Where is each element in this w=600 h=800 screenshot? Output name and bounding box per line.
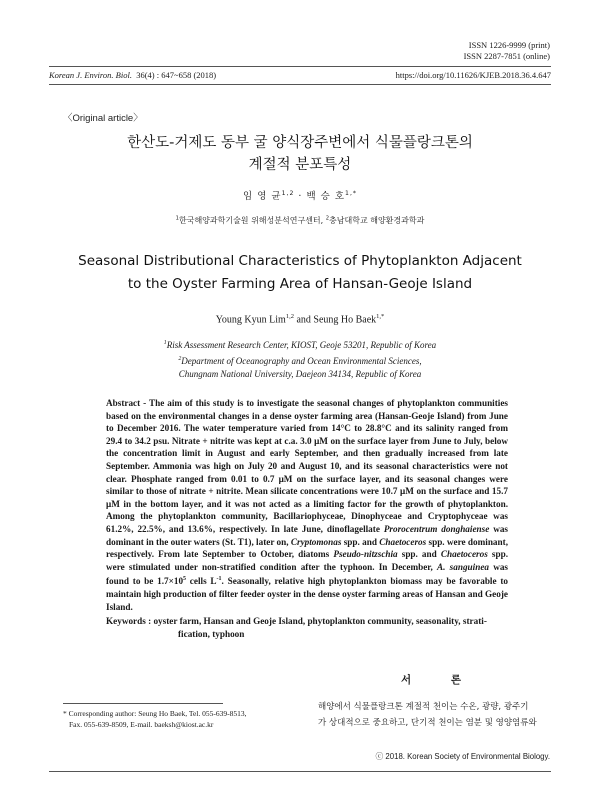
intro-text <box>318 699 552 731</box>
english-author1-sup: 1,2 <box>285 313 294 320</box>
korean-affil2: 충남대학교 해양환경과학과 <box>329 216 425 225</box>
english-affil1-line <box>0 337 600 353</box>
english-affil1: Risk Assessment Research Center, KIOST, Geoje 53201, Republic of Korea <box>166 340 437 350</box>
species-5: Chaetoceros <box>440 549 488 560</box>
korean-authors <box>0 188 600 202</box>
keywords-line2: fication, typhoon <box>178 628 245 639</box>
species-3: Chaetoceros <box>379 536 427 547</box>
english-affil2: Department of Oceanography and Ocean Environmental Sciences, <box>181 355 422 366</box>
korean-author2-sup: 1,* <box>345 189 357 197</box>
abstract-text-6: spp. were stimulated under non-stratified condition after the typhoon. In December, <box>106 549 508 572</box>
korean-author2: 백 승 호 <box>306 191 346 202</box>
abstract-text-8: cells L <box>186 576 217 587</box>
doi-link[interactable]: https://doi.org/10.11626/KJEB.2018.36.4.647 <box>395 70 551 80</box>
english-author1: Young Kyun Lim <box>215 314 286 326</box>
korean-author1-sup: 1,2 <box>281 189 295 197</box>
article-type: 〈Original article〉 <box>63 113 143 124</box>
english-title <box>40 250 560 296</box>
abstract <box>106 397 508 613</box>
english-title-line2: to the Oyster Farming Area of Hansan-Geoje Island <box>127 276 473 292</box>
english-affiliations <box>0 337 600 382</box>
abstract-text-1: Abstract - The aim of this study is to investigate the seasonal changes of phytoplankton communities based on the environmental changes in a dense oyster farming area (Hansan-Geoje Island) from June to December 2016. The water temperature varied from 14°C to 28.8°C and its salinity ranged from 29.4 to 34.2 psu. Nitrate + nitrite was kept at c.a. 3.0 μM on the surface layer from June to July, below the concentration limit in August and early September, and then gradually increased from late September. Ammonia was high on July 20 and August 10, and its seasonal characteristics were not clear. Phosphate ranged from 0.01 to 0.7 μM on the surface layer, and its seasonal changes were similar to those of nitrate + nitrite. Mean silicate concentrations were 10.7 μM on the surface and 15.7 μM in the bottom layer, and it was not acted as a limiting factor for the growth of phytoplankton. Among the phytoplankton community, Bacillariophyceae, Dinophyceae and Cryptophyceae was 61.2%, 22.5%, and 13.6%, respectively. In late June, dinoflagellate <box>106 398 508 534</box>
english-author-and: and <box>293 314 314 326</box>
intro-line2: 가 상대적으로 중요하고, 단기적 천이는 염분 및 영양염류와 <box>318 718 537 728</box>
abstract-text-2: was dominant in the outer waters (St. T1), later on, <box>106 523 508 547</box>
species-2: Cryptomonas <box>290 536 342 547</box>
keywords-line1: Keywords : oyster farm, Hansan and Geoje Island, phytoplankton community, seasonality, strati- <box>106 616 487 626</box>
korean-affil2-num: 2 <box>325 215 330 222</box>
english-affil2-num: 2 <box>178 355 182 362</box>
issn-block <box>464 40 550 62</box>
english-author2-sup: 1,* <box>376 313 385 320</box>
abstract-text-4: spp. were dominant, respectively. From late September to October, diatoms <box>106 536 508 560</box>
korean-affil1-num: 1 <box>175 215 179 222</box>
abstract-text-9: . Seasonally, relative high phytoplankton biomass may be favorable to maintain high production of filter feeder oyster in the dense oyster farming areas of Hansan and Geoje Island. <box>106 576 508 612</box>
issn-print: ISSN 1226-9999 (print) <box>468 40 550 50</box>
footer-rule <box>49 771 551 772</box>
english-affil2-line <box>0 353 600 369</box>
korean-title-line2: 계절적 분포특성 <box>248 157 352 173</box>
header-rule-bottom <box>49 84 551 85</box>
english-affil2b: Chungnam National University, Daejeon 34134, Republic of Korea <box>178 369 422 379</box>
english-affil1-num: 1 <box>163 340 167 346</box>
english-title-line1: Seasonal Distributional Characteristics of Phytoplankton Adjacent <box>78 253 522 269</box>
journal-citation-line <box>49 70 551 80</box>
english-authors <box>0 313 600 325</box>
exponent-2: -1 <box>216 576 222 583</box>
journal-name: Korean J. Environ. Biol. <box>49 70 132 80</box>
korean-title <box>40 132 560 176</box>
korean-title-line1: 한산도-거제도 동부 굴 양식장주변에서 식물플랑크톤의 <box>127 135 473 151</box>
issn-online: ISSN 2287-7851 (online) <box>463 51 550 61</box>
intro-line1: 해양에서 식물플랑크톤 계절적 천이는 수온, 광량, 광주기 <box>318 702 529 712</box>
keywords <box>106 615 508 640</box>
copyright: ⓒ 2018. Korean Society of Environmental Biology. <box>375 752 550 761</box>
corresponding-line2: Fax. 055-639-8509, E-mail. baeksh@kiost.ac.kr <box>69 719 214 729</box>
korean-affil1: 한국해양과학기술원 위해성분석연구센터, <box>178 216 326 225</box>
corresponding-author <box>63 709 303 730</box>
exponent-1: 5 <box>183 576 187 583</box>
abstract-text-3: spp. and <box>341 536 380 547</box>
abstract-text-7: was found to be 1.7×10 <box>106 561 509 587</box>
korean-author-sep: · <box>294 191 307 202</box>
footnote-rule <box>63 703 223 704</box>
species-4: Pseudo-nitzschia <box>333 549 398 560</box>
species-1: Prorocentrum donghaiense <box>383 523 490 534</box>
abstract-text-5: spp. and <box>397 549 441 560</box>
intro-heading: 서 론 <box>401 674 479 686</box>
english-author2: Seung Ho Baek <box>313 314 377 326</box>
corresponding-line1: * Corresponding author: Seung Ho Baek, Tel. 055-639-8513, <box>63 709 247 718</box>
journal-volume: 36(4) : 647~658 (2018) <box>136 70 217 80</box>
species-6: A. sanguinea <box>437 561 489 572</box>
korean-affiliations <box>0 215 600 226</box>
journal-citation <box>49 70 216 80</box>
korean-author1: 임 영 균 <box>243 191 282 202</box>
header-rule-top <box>49 66 551 67</box>
